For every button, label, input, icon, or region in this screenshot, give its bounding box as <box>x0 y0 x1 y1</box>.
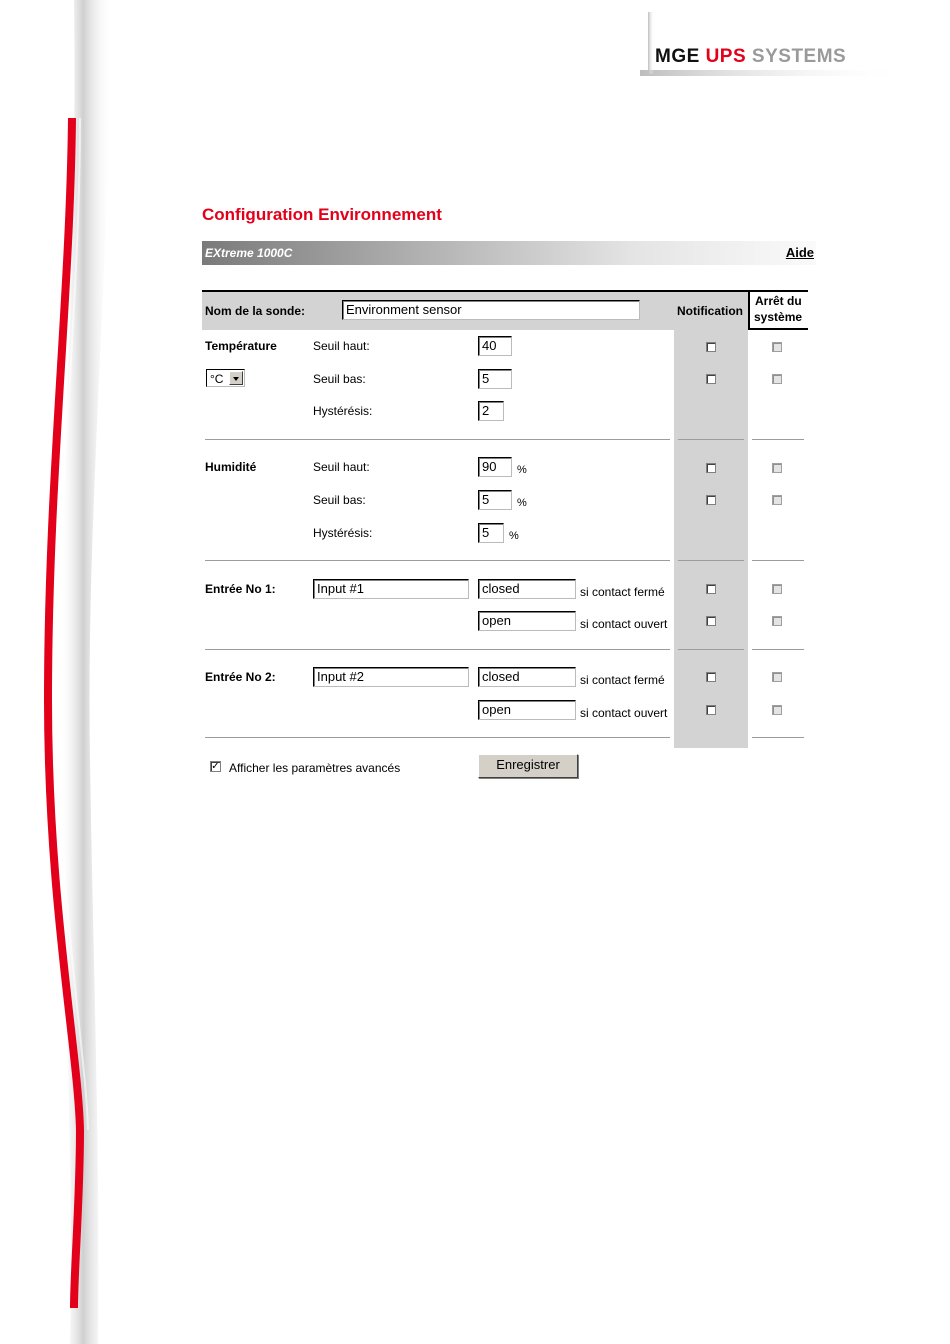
advanced-settings-label: Afficher les paramètres avancés <box>229 761 401 775</box>
humidity-high-input[interactable]: 90 <box>478 457 512 477</box>
input1-closed-input[interactable]: closed <box>478 579 576 599</box>
save-button[interactable]: Enregistrer <box>478 754 578 778</box>
divider <box>752 737 804 738</box>
temperature-high-shutdown-checkbox[interactable] <box>772 342 782 352</box>
input1-open-input[interactable]: open <box>478 611 576 631</box>
temperature-unit-select[interactable] <box>206 369 245 387</box>
input2-name-input[interactable]: Input #2 <box>313 667 469 687</box>
humidity-low-shutdown-checkbox[interactable] <box>772 495 782 505</box>
logo-systems: SYSTEMS <box>751 46 847 67</box>
temperature-low-label: Seuil bas: <box>313 372 366 386</box>
input1-open-notification-checkbox[interactable] <box>706 616 716 626</box>
mge-ups-systems-logo <box>655 46 846 68</box>
temperature-high-input[interactable]: 40 <box>478 336 512 356</box>
divider <box>205 737 670 738</box>
sensor-name-input[interactable]: Environment sensor <box>342 300 640 320</box>
sensor-name-label: Nom de la sonde: <box>205 304 306 318</box>
divider <box>678 439 744 440</box>
humidity-high-label: Seuil haut: <box>313 460 370 474</box>
checkmark-icon: ✓ <box>211 761 220 772</box>
humidity-low-unit: % <box>517 497 527 509</box>
notification-column-background <box>674 330 748 748</box>
input2-closed-label: si contact fermé <box>580 673 665 687</box>
logo-mge: MGE <box>655 46 700 67</box>
divider <box>752 439 804 440</box>
humidity-low-notification-checkbox[interactable] <box>706 495 716 505</box>
input2-open-label: si contact ouvert <box>580 706 668 720</box>
temperature-high-notification-checkbox[interactable] <box>706 342 716 352</box>
shutdown-column-label-2: système <box>754 310 803 324</box>
page-title: Configuration Environnement <box>202 205 442 224</box>
input2-label: Entrée No 2: <box>205 670 276 684</box>
input2-open-shutdown-checkbox[interactable] <box>772 705 782 715</box>
input1-label: Entrée No 1: <box>205 582 276 596</box>
input1-name-input[interactable]: Input #1 <box>313 579 469 599</box>
temperature-low-notification-checkbox[interactable] <box>706 374 716 384</box>
input1-closed-notification-checkbox[interactable] <box>706 584 716 594</box>
logo-ups: UPS <box>705 46 747 67</box>
chevron-down-icon[interactable] <box>229 371 243 385</box>
input1-open-label: si contact ouvert <box>580 617 668 631</box>
humidity-high-unit: % <box>517 464 527 476</box>
input2-closed-shutdown-checkbox[interactable] <box>772 672 782 682</box>
humidity-label: Humidité <box>205 460 257 474</box>
divider <box>205 649 670 650</box>
input2-open-notification-checkbox[interactable] <box>706 705 716 715</box>
input2-open-input[interactable]: open <box>478 700 576 720</box>
humidity-low-input[interactable]: 5 <box>478 490 512 510</box>
notification-column-label: Notification <box>677 304 743 318</box>
humidity-hysteresis-label: Hystérésis: <box>313 526 373 540</box>
input1-closed-shutdown-checkbox[interactable] <box>772 584 782 594</box>
divider <box>752 649 804 650</box>
humidity-low-label: Seuil bas: <box>313 493 366 507</box>
help-link[interactable]: Aide <box>785 245 814 260</box>
input2-closed-input[interactable]: closed <box>478 667 576 687</box>
temperature-high-label: Seuil haut: <box>313 339 370 353</box>
temperature-unit-value: °C <box>210 372 224 386</box>
temperature-hysteresis-input[interactable]: 2 <box>478 401 504 421</box>
humidity-hysteresis-input[interactable]: 5 <box>478 523 504 543</box>
temperature-label: Température <box>205 339 277 353</box>
temperature-low-input[interactable]: 5 <box>478 369 512 389</box>
input1-open-shutdown-checkbox[interactable] <box>772 616 782 626</box>
product-name: EXtreme 1000C <box>205 246 293 260</box>
divider <box>678 560 744 561</box>
input2-closed-notification-checkbox[interactable] <box>706 672 716 682</box>
divider <box>752 560 804 561</box>
humidity-high-shutdown-checkbox[interactable] <box>772 463 782 473</box>
input1-closed-label: si contact fermé <box>580 585 665 599</box>
divider <box>205 560 670 561</box>
divider <box>678 649 744 650</box>
humidity-hysteresis-unit: % <box>509 530 519 542</box>
temperature-low-shutdown-checkbox[interactable] <box>772 374 782 384</box>
humidity-high-notification-checkbox[interactable] <box>706 463 716 473</box>
advanced-settings-checkbox[interactable] <box>210 761 221 772</box>
header-bar <box>202 241 816 265</box>
temperature-hysteresis-label: Hystérésis: <box>313 404 373 418</box>
shutdown-column-label-1: Arrêt du <box>755 294 802 308</box>
divider <box>205 439 670 440</box>
